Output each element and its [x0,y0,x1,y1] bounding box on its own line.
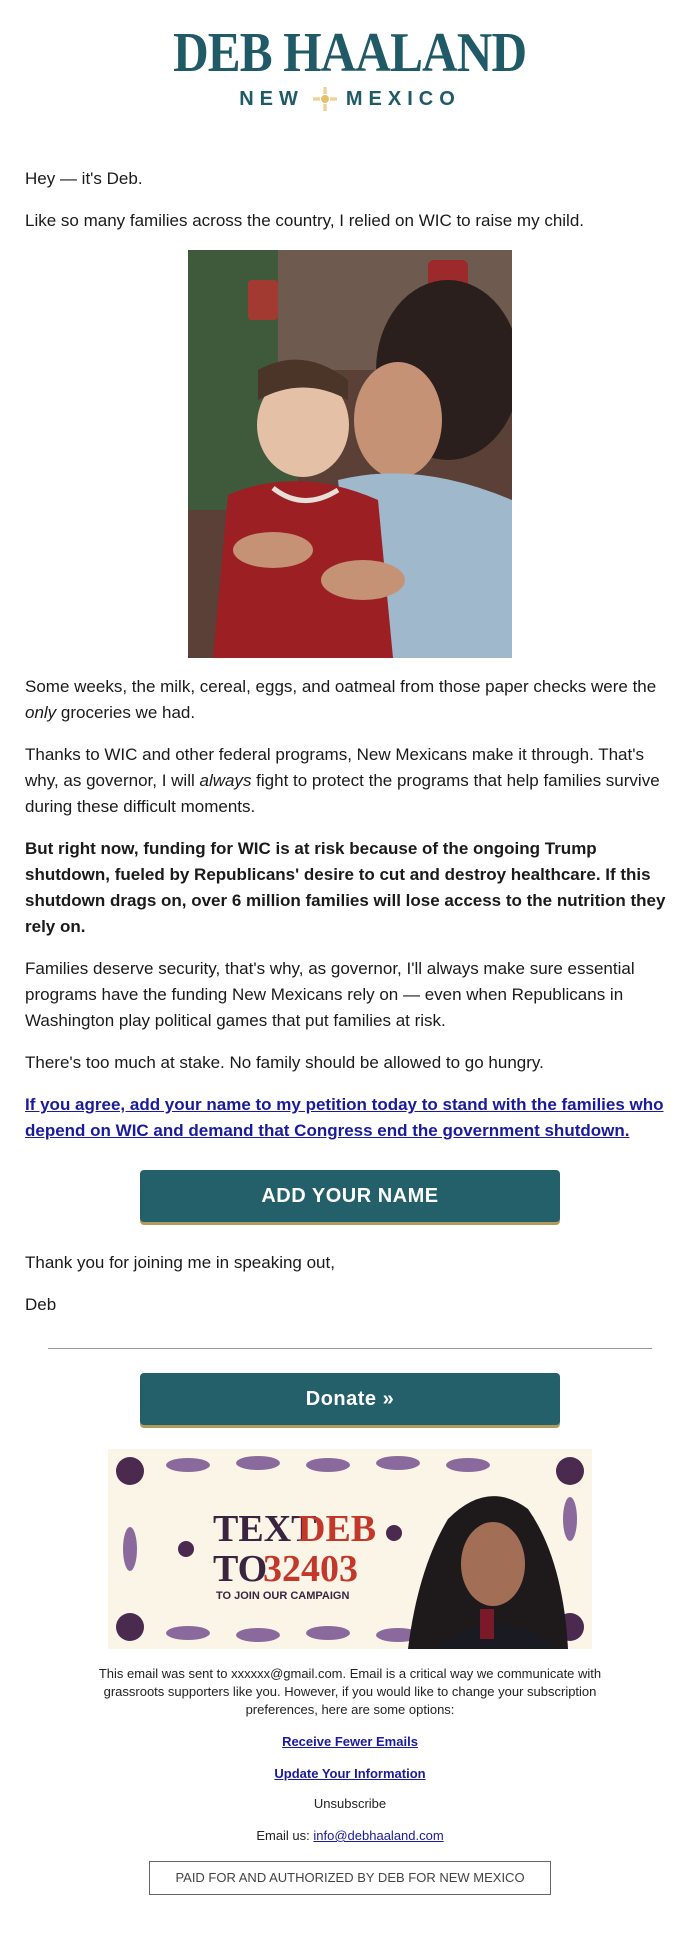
paid-for-disclaimer: PAID FOR AND AUTHORIZED BY DEB FOR NEW MEXICO [149,1861,551,1895]
logo-state-left: NEW [239,87,304,110]
paragraph-wic-risk: But right now, funding for WIC is at risk because of the ongoing Trump shutdown, fueled by Republicans' desire to cut and destroy healthcare. If this shutdown drags on, over 6 million families will lose access to the nutrition they rely on. [25,839,666,936]
petition-link[interactable]: If you agree, add your name to my petition today to stand with the families who depend on WIC and demand that Congress end the government shutdown. [25,1095,664,1140]
logo-state [0,86,700,112]
banner-deb-label: DEB [298,1508,377,1550]
email-body [0,166,700,1318]
thanks-text: Thank you for joining me in speaking out, [25,1253,335,1272]
banner-to-label: TO [213,1548,268,1590]
family-photo [188,250,512,658]
footer [0,1665,700,1895]
petition-paragraph [25,1092,675,1144]
logo-state-right: MEXICO [345,87,461,110]
paragraph-stakes: There's too much at stake. No family should be allowed to go hungry. [25,1053,544,1072]
paragraph-security: Families deserve security, that's why, as governor, I'll always make sure essential programs have the funding New Mexicans rely on — even when Republicans in Washington play political games that put families at risk. [25,959,635,1030]
unsubscribe-link[interactable]: Unsubscribe [313,1796,387,1811]
divider [48,1348,652,1349]
signature: Deb [25,1295,57,1314]
email-us-line: Email us: info@debhaaland.com [256,1828,444,1843]
logo-name: DEB HAALAND [173,22,527,84]
receive-fewer-emails-link[interactable]: Receive Fewer Emails [282,1734,418,1749]
update-information-link[interactable]: Update Your Information [274,1766,426,1781]
banner-text-label: TEXT [213,1508,317,1550]
greeting: Hey — it's Deb. [25,169,143,188]
subscription-notice: This email was sent to xxxxxx@gmail.com. Email is a critical way we communicate with grassroots supporters like you. However, if you would like to change your subscription preferences, here are some options: [98,1666,602,1717]
paragraph-checks: Some weeks, the milk, cereal, eggs, and oatmeal from those paper checks were the only groceries we had. [25,677,657,722]
banner-join-text: TO JOIN OUR CAMPAIGN [216,1590,350,1602]
intro-text: Like so many families across the country, I relied on WIC to raise my child. [25,211,584,230]
header [0,0,700,114]
text-deb-banner[interactable] [108,1449,592,1649]
email-address-link[interactable]: info@debhaaland.com [313,1828,444,1843]
donate-button[interactable]: Donate » [140,1373,560,1425]
zia-sun-icon [312,86,338,112]
paragraph-programs: Thanks to WIC and other federal programs, New Mexicans make it through. That's why, as governor, I will always fight to protect the programs that help families survive during these difficult moments. [25,745,660,816]
add-your-name-button[interactable]: ADD YOUR NAME [140,1170,560,1222]
banner-number: 32403 [263,1548,358,1590]
